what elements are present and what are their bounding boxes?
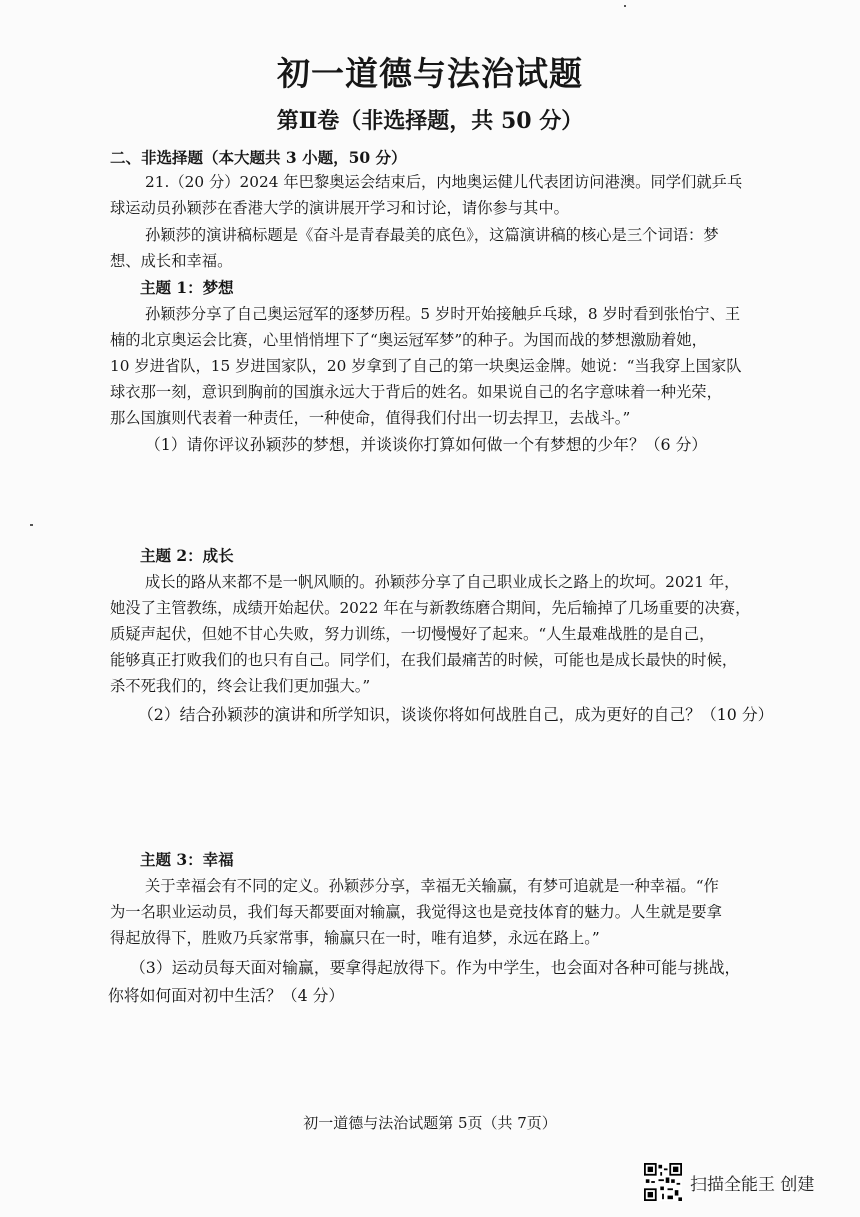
topic-text-line: 球衣那一刻，意识到胸前的国旗永远大于背后的姓名。如果说自己的名字意味着一种光荣， <box>110 383 722 401</box>
paper-subtitle: 第Ⅱ卷（非选择题，共 50 分） <box>276 108 584 134</box>
topic-text-line: 杀不死我们的，终会让我们更加强大。” <box>110 677 371 695</box>
topic-text-line: 孙颖莎分享了自己奥运冠军的逐梦历程。5 岁时开始接触乒乓球，8 岁时看到张怡宁、王 <box>145 305 741 323</box>
qr-code-icon <box>644 1163 682 1201</box>
topic-text-line: 10 岁进省队，15 岁进国家队，20 岁拿到了自己的第一块奥运金牌。她说：“当我穿上国家队 <box>110 357 742 375</box>
scan-speck <box>624 5 626 7</box>
sub-question: （2）结合孙颖莎的演讲和所学知识，谈谈你将如何战胜自己，成为更好的自己？（10 分） <box>138 705 774 724</box>
scanner-watermark <box>644 1163 814 1201</box>
topic-text-line: 得起放得下，胜败乃兵家常事，输赢只在一时，唯有追梦，永远在路上。” <box>110 929 600 947</box>
topic-text-line: 成长的路从来都不是一帆风顺的。孙颖莎分享了自己职业成长之路上的坎坷。2021 年， <box>145 573 740 591</box>
topic-text-line: 质疑声起伏，但她不甘心失败，努力训练，一切慢慢好了起来。“人生最难战胜的是自己， <box>110 625 715 643</box>
topic-text-line: 为一名职业运动员，我们每天都要面对输赢，我觉得这也是竞技体育的魅力。人生就是要拿 <box>110 903 722 921</box>
sub-question: （3）运动员每天面对输赢，要拿得起放得下。作为中学生，也会面对各种可能与挑战， <box>130 958 741 977</box>
topic-text-line: 她没了主管教练，成绩开始起伏。2022 年在与新教练磨合期间，先后输掉了几场重要的决赛， <box>110 599 751 617</box>
question-intro-line: 球运动员孙颖莎在香港大学的演讲展开学习和讨论，请你参与其中。 <box>110 199 569 217</box>
topic-text-line: 那么国旗则代表着一种责任，一种使命，值得我们付出一切去捍卫，去战斗。” <box>110 409 631 427</box>
question-intro-line: 想、成长和幸福。 <box>110 252 233 270</box>
scan-speck <box>30 524 33 526</box>
topic-text-line: 能够真正打败我们的也只有自己。同学们，在我们最痛苦的时候，可能也是成长最快的时候， <box>110 651 738 669</box>
topic-heading: 主题 1：梦想 <box>140 278 234 297</box>
topic-text-line: 楠的北京奥运会比赛，心里悄悄埋下了“奥运冠军梦”的种子。为国而战的梦想激励着她， <box>110 331 707 349</box>
topic-heading: 主题 3：幸福 <box>140 850 234 869</box>
page-footer: 初一道德与法治试题第 5页（共 7页） <box>303 1114 557 1132</box>
watermark-text: 扫描全能王 创建 <box>690 1174 815 1195</box>
topic-heading: 主题 2：成长 <box>140 546 234 565</box>
sub-question: （1）请你评议孙颖莎的梦想，并谈谈你打算如何做一个有梦想的少年？（6 分） <box>145 435 708 454</box>
topic-text-line: 关于幸福会有不同的定义。孙颖莎分享，幸福无关输赢，有梦可追就是一种幸福。“作 <box>145 877 719 895</box>
question-intro-line: 孙颖莎的演讲稿标题是《奋斗是青春最美的底色》，这篇演讲稿的核心是三个词语：梦 <box>145 226 719 244</box>
question-intro-line: 21.（20 分）2024 年巴黎奥运会结束后，内地奥运健儿代表团访问港澳。同学们就乒乓 <box>145 173 743 191</box>
sub-question-continued: 你将如何面对初中生活？（4 分） <box>108 986 345 1005</box>
page-title: 初一道德与法治试题 <box>277 54 583 93</box>
section-heading: 二、非选择题（本大题共 3 小题，50 分） <box>110 148 407 167</box>
